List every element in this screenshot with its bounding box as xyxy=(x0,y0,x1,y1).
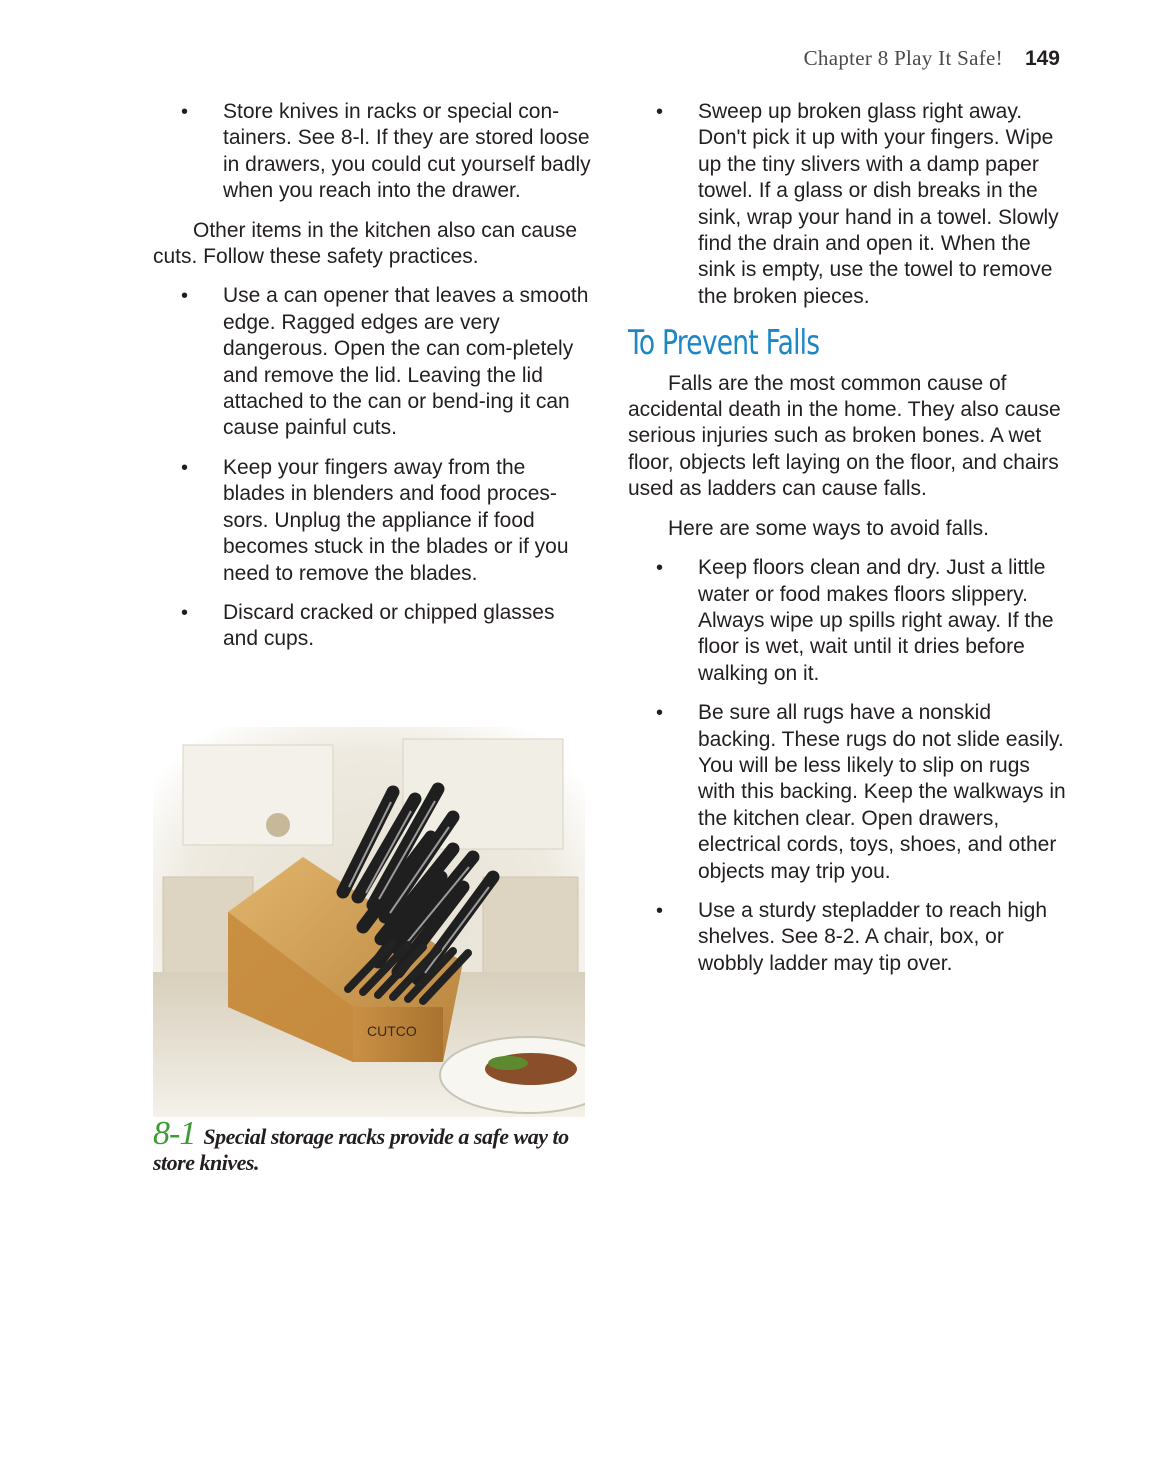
list-item: • Keep your fingers away from the blades in blenders and food proces-sors. Unplug the appliance if food becomes stuck in the blades or if you need to remove the blades. xyxy=(181,455,569,585)
bullet-icon: • xyxy=(656,899,664,922)
list-item: • Keep floors clean and dry. Just a little water or food makes floors slippery. Always wipe up spills right away. If the floor is wet, wait until it dries before walking on it. xyxy=(656,556,1054,685)
bullet-list xyxy=(153,283,593,652)
bullet-icon: • xyxy=(181,285,189,308)
paragraph: Falls are the most common cause of accidental death in the home. They also cause serious injuries such as broken bones. A wet floor, objects left laying on the floor, and chairs used as ladders can cause falls. xyxy=(628,371,1061,501)
bullet-icon: • xyxy=(181,101,189,123)
list-item: • Use a can opener that leaves a smooth edge. Ragged edges are very dangerous. Open the can com-pletely and remove the lid. Leaving the lid attached to the can or bend-ing it can cause painful cuts. xyxy=(181,284,589,440)
list-item: • Use a sturdy stepladder to reach high shelves. See 8-2. A chair, box, or wobbly ladder may tip over. xyxy=(656,898,1048,975)
left-column xyxy=(153,99,593,666)
bullet-icon: • xyxy=(656,101,664,123)
bullet-icon: • xyxy=(181,601,189,624)
bullet-list xyxy=(628,555,1068,977)
cutco-logo: CUTCO xyxy=(367,1023,417,1039)
list-item: • Store knives in racks or special con-tainers. See 8-l. If they are stored loose in drawers, you could cut yourself badly when you reach into the drawer. xyxy=(181,100,591,203)
section-heading: To Prevent Falls xyxy=(628,323,820,364)
running-head xyxy=(804,46,1060,71)
figure-caption xyxy=(153,1115,583,1176)
paragraph: Other items in the kitchen also can cause cuts. Follow these safety practices. xyxy=(153,218,578,269)
page-number: 149 xyxy=(1024,47,1060,70)
chapter-title: Chapter 8 Play It Safe! xyxy=(803,46,1003,70)
right-column xyxy=(628,99,1068,990)
knife-block-photo xyxy=(153,727,585,1117)
bullet-icon: • xyxy=(181,456,189,479)
cabinet xyxy=(483,877,578,977)
list-item: • Sweep up broken glass right away. Don't pick it up with your fingers. Wipe up the tiny slivers with a damp paper towel. If a glass or dish breaks in the sink, wrap your hand in a towel. Slowly find the drain and open it. When the sink is empty, use the towel to remove the broken pieces. xyxy=(656,100,1059,308)
list-item: • Discard cracked or chipped glasses and cups. xyxy=(181,600,555,651)
knife-block-illustration xyxy=(153,727,585,1117)
bullet-list xyxy=(153,99,593,205)
list-item: • Be sure all rugs have a nonskid backing. These rugs do not slide easily. You will be less likely to slip on rugs with this backing. Keep the walkways in the kitchen clear. Open drawers, electrical cords, toys, shoes, and other objects may trip you. xyxy=(656,701,1066,883)
window xyxy=(183,745,333,845)
figure-number: 8-1 xyxy=(153,1115,196,1152)
caption-text: Special storage racks provide a safe way to store knives. xyxy=(153,1124,569,1175)
bullet-list xyxy=(628,99,1068,310)
bullet-icon: • xyxy=(656,557,664,580)
scale xyxy=(266,813,290,837)
bullet-icon: • xyxy=(656,702,664,725)
paragraph: Here are some ways to avoid falls. xyxy=(668,516,989,540)
